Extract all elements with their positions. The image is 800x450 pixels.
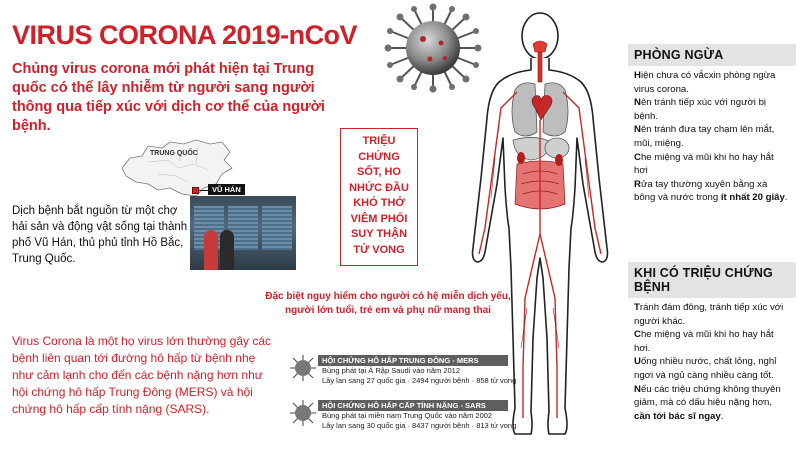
mers-outbreak: Bùng phát tại Ả Rập Saudi vào năm 2012 — [322, 366, 461, 375]
symptom-line: SỐT, HO — [356, 166, 401, 178]
sars-virus-icon — [288, 398, 318, 428]
prevention-panel — [628, 44, 796, 208]
map-country-label: TRUNG QUỐC — [150, 150, 198, 157]
page-title: VIRUS CORONA 2019-nCoV — [12, 20, 358, 50]
symptomatic-panel — [628, 262, 796, 426]
symptoms-box — [340, 128, 418, 266]
prevention-item: Nên tránh tiếp xúc với người bị bệnh. — [634, 97, 767, 122]
symptom-line: VIÊM PHỔI — [350, 212, 408, 225]
mers-info — [288, 355, 517, 386]
sars-outbreak: Bùng phát tại miền nam Trung Quốc vào năm 2002 — [322, 411, 493, 420]
map-city-label: VŨ HÁN — [208, 184, 245, 195]
sars-title: HỘI CHỨNG HÔ HẤP CẤP TÍNH NẶNG - SARS — [318, 400, 508, 411]
symptom-line: NHỨC ĐẦU — [349, 181, 409, 194]
market-photo — [190, 196, 296, 270]
page-subtitle: Chủng virus corona mới phát hiện tại Trung quốc có thể lây nhiễm từ người sang người thông qua tiếp xúc với dịch cơ thể của người bệnh. — [12, 61, 325, 134]
sars-stats: Lây lan sang 30 quốc gia · 8437 người bệnh · 813 tử vong — [322, 421, 517, 430]
photo-shutter — [262, 206, 292, 250]
prevention-list — [628, 66, 796, 208]
symptomatic-item: Che miệng và mũi khi ho hay hắt hơi. — [634, 329, 774, 354]
symptomatic-item: Nếu các triệu chứng không thuyên giảm, mà có dấu hiệu nặng hơn, cần tới bác sĩ ngay. — [634, 383, 781, 422]
prevention-item: Nên tránh đưa tay chạm lên mắt, mũi, miệng. — [634, 124, 775, 149]
mers-stats: Lây lan sang 27 quốc gia · 2494 người bệnh · 858 tử vong — [322, 376, 517, 385]
symptom-line: TỬ VONG — [353, 243, 405, 256]
coronavirus-description: Virus Corona là một họ virus lớn thường gây các bệnh liên quan tới đường hô hấp từ bệnh nhẹ như cảm lạnh cho đến các bệnh nặng hơn như hội chứng hô hấp Trung Đông (MERS) và hội chứng hô hấp cấp tính nặng (SARS). — [12, 334, 272, 416]
wuhan-marker — [192, 187, 199, 194]
sars-info — [288, 400, 517, 431]
high-risk-note: Đặc biệt nguy hiểm cho người có hệ miễn dịch yếu, người lớn tuổi, trẻ em và phụ nữ mang thai — [265, 291, 511, 316]
symptom-line: KHÓ THỞ — [353, 197, 405, 209]
symptomatic-item: Uống nhiều nước, chất lỏng, nghỉ ngơi và ngủ càng nhiều càng tốt. — [634, 356, 777, 381]
prevention-item: Che miệng và mũi khi ho hay hắt hơi — [634, 151, 774, 177]
prevention-item: Rửa tay thường xuyên bằng xà bông và nước trong ít nhất 20 giây. — [634, 178, 788, 204]
symptomatic-item: Tránh đám đông, tránh tiếp xúc với người khác. — [634, 302, 784, 327]
symptom-line: TRIỆU CHỨNG — [358, 135, 400, 163]
symptomatic-list — [628, 298, 796, 426]
mers-title: HỘI CHỨNG HÔ HẤP TRUNG ĐÔNG - MERS — [318, 355, 508, 366]
origin-text: Dịch bệnh bắt nguồn từ một chợ hải sản và động vật sống tại thành phố Vũ Hán, thủ phủ tỉnh Hồ Bắc, Trung Quốc. — [12, 205, 188, 265]
photo-person — [204, 230, 218, 270]
prevention-item: Hiện chưa có vắcxin phòng ngừa virus corona. — [634, 70, 776, 95]
prevention-heading: PHÒNG NGỪA — [628, 44, 796, 66]
symptom-line: SUY THẬN — [350, 228, 408, 240]
photo-person — [220, 230, 234, 270]
symptomatic-heading: KHI CÓ TRIỆU CHỨNG BỆNH — [628, 262, 796, 298]
mers-virus-icon — [288, 353, 318, 383]
